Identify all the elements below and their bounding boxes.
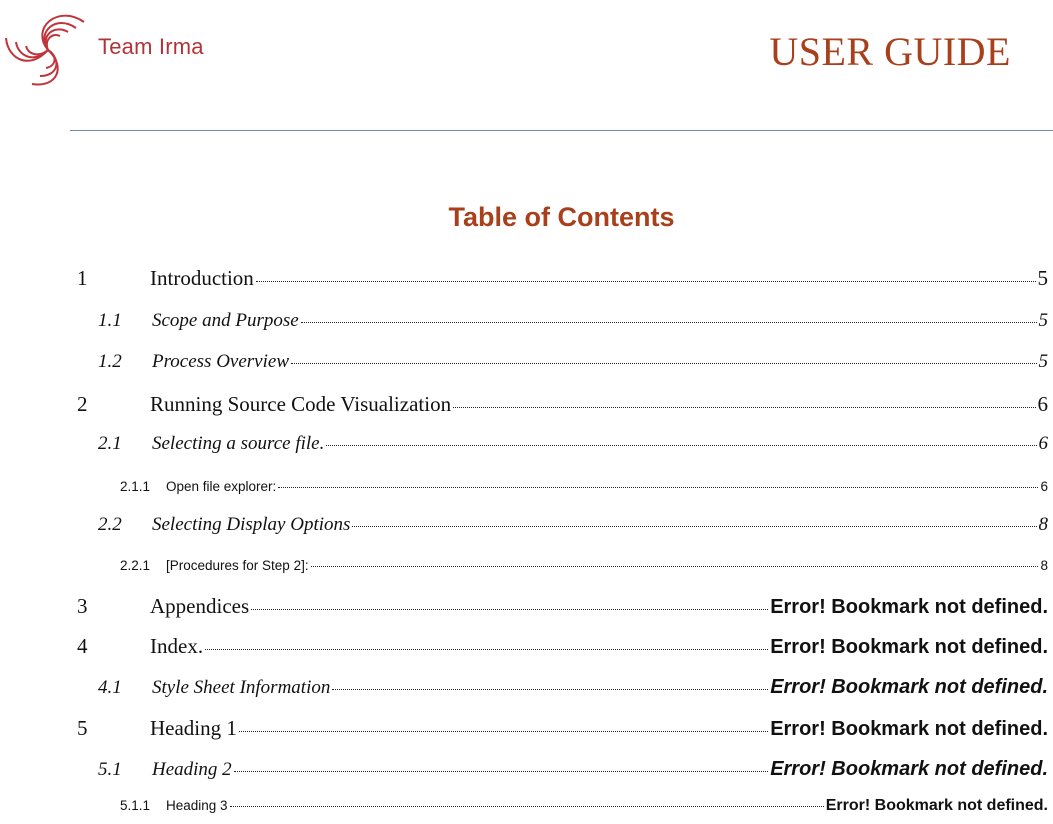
toc-entry-number: 2.1	[98, 433, 122, 454]
toc-entry-number: 1.1	[98, 310, 122, 331]
toc-entry-number: 5.1	[98, 759, 122, 780]
toc-entry-3[interactable]	[77, 594, 1048, 619]
toc-entry-number: 5.1.1	[120, 798, 151, 813]
toc-entry-number: 4	[77, 634, 88, 658]
toc-entry-2-1-1[interactable]	[120, 479, 1048, 494]
dot-leader	[453, 407, 1035, 408]
toc-entry-number: 1	[77, 266, 88, 290]
toc-entry-page: 8	[1038, 514, 1048, 535]
toc-entry-label: Selecting a source file.	[152, 433, 325, 454]
toc-entry-2-2[interactable]	[98, 514, 1048, 536]
dot-leader	[251, 609, 768, 610]
toc-heading: Table of Contents	[448, 202, 675, 232]
toc-entry-label: Running Source Code Visualization	[150, 392, 452, 416]
toc-entry-number: 3	[77, 594, 88, 618]
toc-entry-label: Heading 2	[152, 759, 232, 780]
dot-leader	[301, 322, 1037, 323]
toc-entry-page: 6	[1040, 479, 1048, 494]
toc-entry-label: Index.	[150, 634, 204, 658]
toc-entry-label: Style Sheet Information	[152, 677, 331, 698]
toc-entry-label: Heading 3	[166, 798, 228, 813]
toc-entry-page: 5	[1037, 266, 1048, 290]
toc-entry-page: Error! Bookmark not defined.	[770, 758, 1048, 780]
toc-entry-1-2[interactable]	[98, 351, 1048, 373]
dot-leader	[311, 566, 1039, 567]
toc-entry-number: 2.2.1	[120, 558, 151, 573]
dot-leader	[239, 731, 768, 732]
toc-entry-5[interactable]	[77, 716, 1048, 741]
toc-entry-label: Scope and Purpose	[152, 310, 299, 331]
toc-entry-4[interactable]	[77, 634, 1048, 659]
toc-entry-number: 4.1	[98, 677, 122, 698]
toc-entry-page: Error! Bookmark not defined.	[770, 636, 1048, 658]
toc-entry-number: 2.2	[98, 514, 122, 535]
dot-leader	[234, 771, 769, 772]
toc-entry-number: 2	[77, 392, 88, 416]
toc-entry-page: 6	[1037, 392, 1048, 416]
dot-leader	[256, 281, 1036, 282]
header-divider	[70, 130, 1053, 131]
dot-leader	[291, 363, 1037, 364]
toc-entry-1-1[interactable]	[98, 310, 1048, 332]
dot-leader	[332, 689, 768, 690]
toc-entry-page: Error! Bookmark not defined.	[770, 676, 1048, 698]
toc-entry-page: Error! Bookmark not defined.	[770, 718, 1048, 740]
toc-entry-page: 6	[1038, 433, 1048, 454]
toc-entry-2[interactable]	[77, 392, 1048, 417]
toc-entry-label: Introduction	[150, 266, 254, 290]
dot-leader	[230, 806, 824, 807]
toc-entry-number: 2.1.1	[120, 479, 151, 494]
toc-entry-page: 8	[1040, 558, 1048, 573]
dot-leader	[278, 487, 1038, 488]
toc-entry-label: Process Overview	[152, 351, 289, 372]
logo-text: Team Irma	[98, 34, 204, 59]
toc-entry-label: Appendices	[150, 594, 250, 618]
toc-entry-4-1[interactable]	[98, 676, 1048, 699]
toc-entry-label: Open file explorer:	[166, 479, 277, 494]
dot-leader	[205, 649, 768, 650]
toc-entry-2-1[interactable]	[98, 433, 1048, 455]
swirl-logo-icon	[0, 0, 96, 96]
toc-entry-page: Error! Bookmark not defined.	[770, 596, 1048, 618]
dot-leader	[352, 526, 1036, 527]
team-logo	[0, 0, 230, 96]
toc-entry-5-1[interactable]	[98, 758, 1048, 781]
toc-entry-number: 1.2	[98, 351, 122, 372]
toc-entry-page: 5	[1038, 310, 1048, 331]
toc-entry-number: 5	[77, 716, 88, 740]
toc-entry-label: Heading 1	[150, 716, 237, 740]
toc-entry-label: Selecting Display Options	[152, 514, 351, 535]
toc-entry-2-2-1[interactable]	[120, 558, 1048, 573]
toc-entry-page: Error! Bookmark not defined.	[825, 797, 1048, 814]
toc-entry-5-1-1[interactable]	[120, 797, 1048, 815]
toc-entry-page: 5	[1038, 351, 1048, 372]
dot-leader	[326, 445, 1036, 446]
toc-entry-label: [Procedures for Step 2]:	[166, 558, 309, 573]
toc-entry-1[interactable]	[77, 266, 1048, 291]
document-title: USER GUIDE	[769, 29, 1011, 74]
